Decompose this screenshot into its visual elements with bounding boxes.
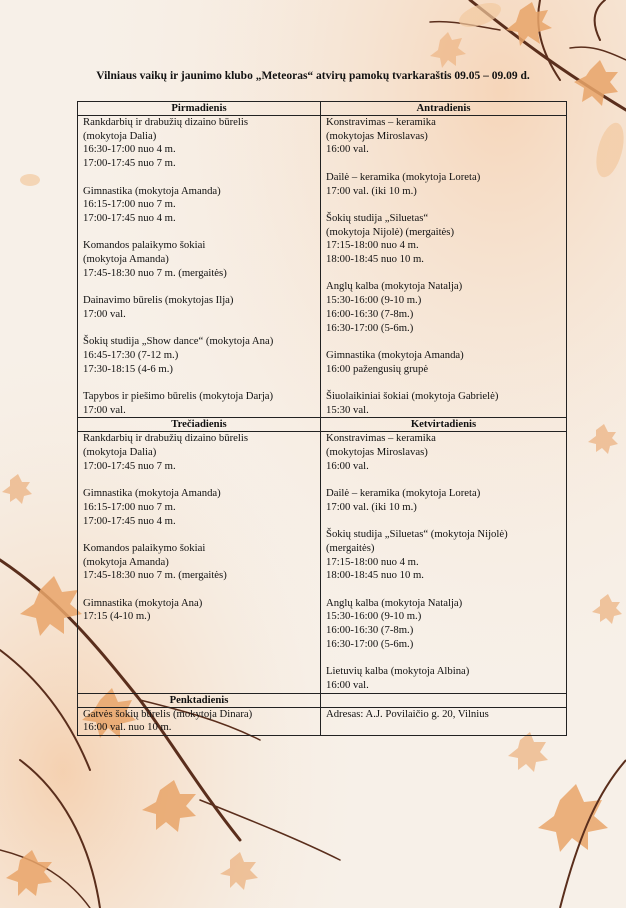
class-detail: 17:30-18:15 (4-6 m.) bbox=[83, 362, 173, 375]
day-header-wednesday: Trečiadienis bbox=[78, 418, 321, 432]
class-entry bbox=[326, 390, 561, 417]
address-cell bbox=[321, 707, 567, 735]
class-title: Gatvės šokių būrelis (mokytoja Dinara) bbox=[83, 707, 253, 720]
table-header-row bbox=[78, 693, 567, 707]
class-entry bbox=[326, 116, 561, 157]
class-title: Gimnastika (mokytoja Amanda) bbox=[83, 487, 221, 500]
class-detail: 17:00-17:45 nuo 4 m. bbox=[83, 211, 176, 224]
page-title: Vilniaus vaikų ir jaunimo klubo „Meteoras“ atvirų pamokų tvarkaraštis 09.05 – 09.09 d. bbox=[96, 70, 530, 82]
class-title: Konstravimas – keramika bbox=[326, 432, 436, 445]
class-detail: (mokytoja Dalia) bbox=[83, 446, 157, 459]
class-title: Dailė – keramika (mokytoja Loreta) bbox=[326, 170, 481, 183]
class-entry bbox=[326, 280, 561, 335]
class-detail: 15:30-16:00 (9-10 m.) bbox=[326, 294, 422, 307]
class-entry bbox=[83, 487, 315, 528]
class-entry bbox=[326, 349, 561, 376]
class-detail: 16:00 pažengusių grupė bbox=[326, 362, 429, 375]
class-title: Šokių studija „Siluetas“ (mokytoja Nijolė) bbox=[326, 528, 508, 541]
class-title: Šiuolaikiniai šokiai (mokytoja Gabrielė) bbox=[326, 389, 499, 402]
class-detail: 15:30 val. bbox=[326, 403, 369, 416]
address-text: Adresas: A.J. Povilaičio g. 20, Vilnius bbox=[326, 707, 489, 720]
class-detail: 17:00 val. (iki 10 m.) bbox=[326, 184, 417, 197]
class-entry bbox=[326, 597, 561, 652]
class-title: Komandos palaikymo šokiai bbox=[83, 541, 206, 554]
class-detail: 17:00-17:45 nuo 4 m. bbox=[83, 514, 176, 527]
class-entry bbox=[326, 212, 561, 267]
class-detail: 17:00 val. (iki 10 m.) bbox=[326, 500, 417, 513]
class-entry bbox=[83, 708, 315, 735]
class-title: Šokių studija „Siluetas“ bbox=[326, 211, 429, 224]
class-detail: 17:45-18:30 nuo 7 m. (mergaitės) bbox=[83, 266, 227, 279]
day-header-tuesday: Antradienis bbox=[321, 102, 567, 116]
day-cell bbox=[321, 432, 567, 693]
class-detail: 17:00 val. bbox=[83, 307, 126, 320]
class-entry bbox=[326, 432, 561, 473]
table-header-row bbox=[78, 102, 567, 116]
class-title: Konstravimas – keramika bbox=[326, 116, 436, 128]
class-entry bbox=[83, 542, 315, 583]
day-cell bbox=[78, 707, 321, 735]
class-detail: 17:45-18:30 nuo 7 m. (mergaitės) bbox=[83, 569, 227, 582]
class-title: Lietuvių kalba (mokytoja Albina) bbox=[326, 665, 470, 678]
class-detail: 18:00-18:45 nuo 10 m. bbox=[326, 253, 424, 265]
class-detail: 16:30-17:00 (5-6m.) bbox=[326, 637, 414, 650]
day-cell bbox=[321, 116, 567, 418]
class-detail: 16:30-17:00 (5-6m.) bbox=[326, 321, 414, 334]
class-detail: (mokytoja Dalia) bbox=[83, 129, 157, 142]
class-detail: (mokytojas Miroslavas) bbox=[326, 446, 428, 459]
class-detail: 15:30-16:00 (9-10 m.) bbox=[326, 610, 422, 623]
class-title: Komandos palaikymo šokiai bbox=[83, 239, 206, 252]
class-detail: 16:45-17:30 (7-12 m.) bbox=[83, 348, 179, 361]
class-detail: 16:00 val. bbox=[326, 143, 369, 156]
table-row bbox=[78, 432, 567, 693]
class-entry bbox=[83, 335, 315, 376]
class-detail: (mokytojas Miroslavas) bbox=[326, 129, 428, 142]
class-detail: 16:00 val. bbox=[326, 459, 369, 472]
class-entry bbox=[83, 185, 315, 226]
class-entry bbox=[83, 239, 315, 280]
table-row bbox=[78, 707, 567, 735]
class-title: Rankdarbių ir drabužių dizaino būrelis bbox=[83, 432, 249, 445]
day-cell bbox=[78, 432, 321, 693]
class-entry bbox=[83, 597, 315, 624]
class-detail: 16:15-17:00 nuo 7 m. bbox=[83, 198, 176, 211]
class-title: Dailė – keramika (mokytoja Loreta) bbox=[326, 487, 481, 500]
class-detail: 16:00-16:30 (7-8m.) bbox=[326, 624, 414, 637]
class-entry bbox=[83, 390, 315, 417]
day-header-friday: Penktadienis bbox=[78, 693, 321, 707]
class-detail: 17:15 (4-10 m.) bbox=[83, 610, 151, 623]
class-detail: 16:00 val. bbox=[326, 678, 369, 691]
class-detail: (mergaitės) bbox=[326, 541, 375, 554]
class-title: Šokių studija „Show dance“ (mokytoja Ana) bbox=[83, 335, 274, 348]
class-entry bbox=[326, 487, 561, 514]
class-title: Dainavimo būrelis (mokytojas Ilja) bbox=[83, 294, 234, 307]
day-header-monday: Pirmadienis bbox=[78, 102, 321, 116]
class-detail: 17:00-17:45 nuo 7 m. bbox=[83, 459, 176, 472]
class-detail: 17:15-18:00 nuo 4 m. bbox=[326, 555, 419, 568]
table-header-row bbox=[78, 418, 567, 432]
class-detail: (mokytoja Nijolė) (mergaitės) bbox=[326, 225, 455, 238]
class-detail: (mokytoja Amanda) bbox=[83, 253, 169, 265]
class-title: Rankdarbių ir drabužių dizaino būrelis bbox=[83, 116, 249, 128]
class-entry bbox=[326, 171, 561, 198]
class-title: Anglų kalba (mokytoja Natalja) bbox=[326, 596, 463, 609]
class-detail: 16:30-17:00 nuo 4 m. bbox=[83, 143, 176, 156]
class-detail: (mokytoja Amanda) bbox=[83, 555, 169, 568]
table-row bbox=[78, 116, 567, 418]
class-entry bbox=[326, 528, 561, 583]
class-entry bbox=[83, 432, 315, 473]
class-title: Gimnastika (mokytoja Amanda) bbox=[326, 348, 464, 361]
class-title: Gimnastika (mokytoja Ana) bbox=[83, 596, 203, 609]
empty-header bbox=[321, 693, 567, 707]
class-detail: 16:00 val. nuo 10 m. bbox=[83, 721, 172, 734]
day-cell bbox=[78, 116, 321, 418]
class-detail: 17:00-17:45 nuo 7 m. bbox=[83, 157, 176, 170]
class-title: Gimnastika (mokytoja Amanda) bbox=[83, 184, 221, 197]
class-detail: 16:00-16:30 (7-8m.) bbox=[326, 307, 414, 320]
day-header-thursday: Ketvirtadienis bbox=[321, 418, 567, 432]
class-entry bbox=[326, 665, 561, 692]
class-title: Anglų kalba (mokytoja Natalja) bbox=[326, 280, 463, 293]
class-detail: 17:15-18:00 nuo 4 m. bbox=[326, 239, 419, 252]
class-title: Tapybos ir piešimo būrelis (mokytoja Darja) bbox=[83, 389, 274, 402]
class-entry bbox=[83, 294, 315, 321]
class-detail: 18:00-18:45 nuo 10 m. bbox=[326, 569, 424, 582]
class-detail: 16:15-17:00 nuo 7 m. bbox=[83, 500, 176, 513]
class-entry bbox=[83, 116, 315, 171]
class-detail: 17:00 val. bbox=[83, 403, 126, 416]
schedule-table bbox=[77, 101, 567, 736]
